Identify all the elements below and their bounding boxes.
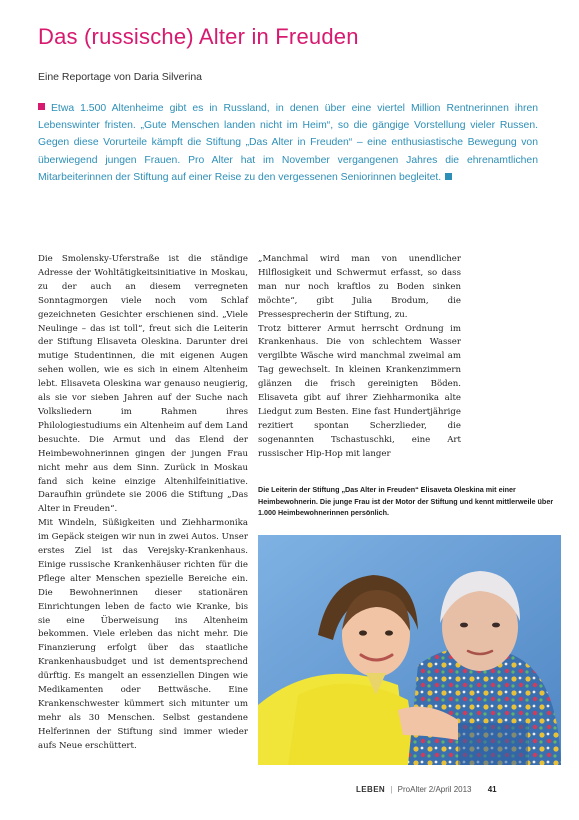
body-paragraph: Mit Windeln, Süßigkeiten und Ziehharmonika im Gepäck steigen wir nun in zwei Autos. Unser erstes Ziel ist das Verejsky-Krankenhaus. Einige russische Krankenhäuser richten für die Pflege alter Menschen spezielle Bereiche ein. Die Bewohnerinnen dieser stationären Einrichtungen leben de facto wie Kranke, bis sie eine Überweisung ins Altenheim bekommen. Viele erleben das nicht mehr. Die Finanzierung erfolgt über das staatliche Krankenhausbudget und ist dementsprechend dürftig. Es mangelt an essenziellen Dingen wie Medikamenten oder Bettwäsche. Eine Krankenschwester kümmert sich mitunter um mehr als 30 Menschen. Selbst gestandene Helferinnen der Stiftung sind immer wieder aufs Neue erschüttert. [38,518,248,751]
article-column-left [38,253,248,754]
photo-caption: Die Leiterin der Stiftung „Das Alter in Freuden“ Elisaveta Oleskina mit einer Heimbewohnerin. Die junge Frau ist der Motor der Stiftung und kennt mittlerweile über 1.000 Heimbewohnerinnen persönlich. [258,485,554,518]
article-column-right [258,253,461,462]
lead-text: Etwa 1.500 Altenheime gibt es in Russland, in denen über eine viertel Million Rentnerinnen ihren Lebenswinter fristen. „Gute Menschen landen nicht im Heim“, so die gängige Vorstellung vieler Russen. Gegen diese Vorurteile kämpft die Stiftung „Das Alter in Freuden“ – eine enthusiastische Bewegung von überwiegend jungen Frauen. Pro Alter hat im November vergangenen Jahres die ehrenamtlichen Mitarbeiterinnen der Stiftung auf einer Reise zu den vergessenen Seniorinnen begleitet. [38,103,538,183]
article-lead [38,100,538,186]
page-footer [356,785,497,794]
footer-page-number: 41 [487,785,497,794]
footer-separator: | [390,785,393,794]
lead-end-marker [445,173,452,180]
article-title: Das (russische) Alter in Freuden [38,24,359,49]
article-byline: Eine Reportage von Daria Silverina [38,71,203,83]
body-paragraph: „Manchmal wird man von unendlicher Hilflosigkeit und Schwermut erfasst, so dass man nur noch kraftlos zu Boden sinken möchte“, gibt Julia Brodum, die Pressesprecherin der Stiftung, zu. [258,254,461,320]
lead-bullet-marker [38,103,45,110]
body-paragraph: Die Smolensky-Uferstraße ist die ständige Adresse der Wohltätigkeitsinitiative in Moskau, zu der auch an diesem verregneten Sonntagmorgen viele noch vom Schlaf gezeichneten Gesichter erschienen sind. „Viele Neulinge – das ist toll“, freut sich die Leiterin der Stiftung Elisaveta Oleskina. Darunter drei mutige Studentinnen, die mit eigenen Augen sehen wollen, wie es sich in einem Altenheim lebt. Elisaveta Oleskina war genauso neugierig, als sie vor sieben Jahren auf der Suche nach Volksliedern im Rahmen ihres Philologiestudiums ein Altenheim auf dem Land besuchte. Die Armut und das Elend der Heimbewohnerinnen gingen der jungen Frau nicht mehr aus dem Sinn. Zurück in Moskau fand sich keine einzige Altenhilfeinitiative. Daraufhin gründete sie 2006 die Stiftung „Das Alter in Freuden“. [38,254,248,515]
photo-young-woman-with-elderly-woman [258,535,561,765]
photo-illustration [258,535,561,765]
body-paragraph: Trotz bitterer Armut herrscht Ordnung im Krankenhaus. Die von schlechtem Wasser vergilbte Wäsche wird manchmal zweimal am Tag gewechselt. In kleinen Krankenzimmern glänzen die frisch gereinigten Böden. Elisaveta gibt auf ihrer Ziehharmonika alte Liedgut zum Besten. Eine fast Hundertjährige rezitiert spontan Scherzlieder, die sogenannten Tschastuschki, eine Art russischer Hip-Hop mit langer [258,323,461,459]
footer-issue: ProAlter 2/April 2013 [397,785,472,794]
footer-section-label: LEBEN [356,785,386,794]
